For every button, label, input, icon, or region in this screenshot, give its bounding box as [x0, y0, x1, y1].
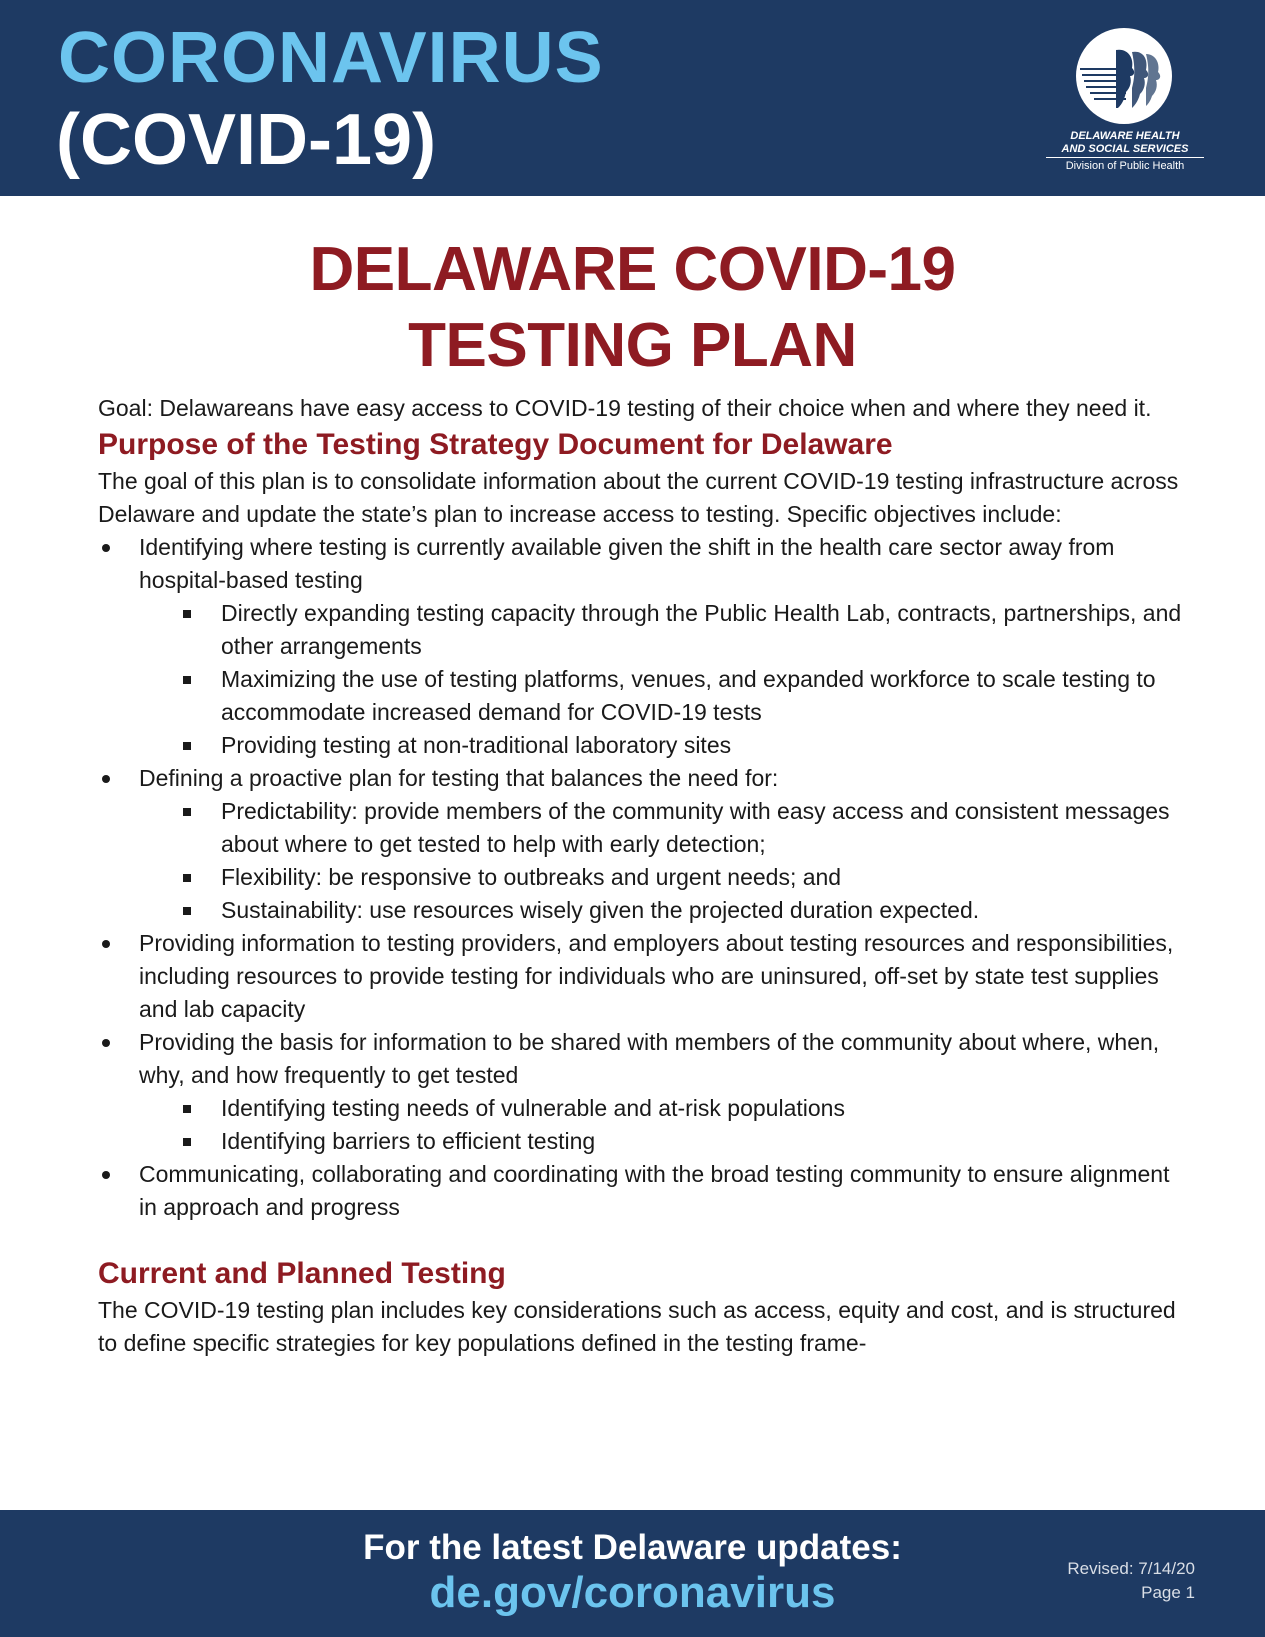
sub-list: [139, 1092, 1188, 1158]
sub-list-item: [139, 795, 1188, 861]
document-body: [98, 392, 1188, 1360]
sub-list-item-text: Providing testing at non-traditional laboratory sites: [221, 732, 732, 758]
footer-updates-text: For the latest Delaware updates:: [363, 1528, 902, 1567]
list-item-text: Identifying where testing is currently available given the shift in the health care sector away from hospital-based testing: [139, 534, 1115, 593]
logo-org-line1: DELAWARE HEALTH: [1070, 130, 1180, 142]
logo-divider: [1046, 157, 1204, 158]
document-title-line1: DELAWARE COVID-19: [309, 235, 956, 304]
square-bullet-icon: [183, 676, 191, 684]
section-heading-purpose: Purpose of the Testing Strategy Document for Delaware: [98, 428, 893, 461]
sub-list-item-text: Flexibility: be responsive to outbreaks and urgent needs; and: [221, 864, 842, 890]
square-bullet-icon: [183, 907, 191, 915]
sub-list-item: [139, 894, 1188, 927]
list-item: [98, 531, 1188, 762]
objectives-list: [98, 531, 1188, 1224]
sub-list-item: [139, 729, 1188, 762]
list-item: [98, 762, 1188, 927]
sub-list-item: [139, 1092, 1188, 1125]
sub-list-item: [139, 861, 1188, 894]
sub-list: [139, 597, 1188, 762]
square-bullet-icon: [183, 808, 191, 816]
sub-list-item-text: Identifying testing needs of vulnerable and at-risk populations: [221, 1095, 845, 1121]
list-item-text: Communicating, collaborating and coordinating with the broad testing community to ensure alignment in approach and progress: [139, 1161, 1170, 1220]
section-heading-current-planned: Current and Planned Testing: [98, 1257, 506, 1290]
section-current-planned-text: The COVID-19 testing plan includes key considerations such as access, equity and cost, and is structured to define specific strategies for key populations defined in the testing frame-: [98, 1297, 1176, 1356]
sub-list-item: [139, 1125, 1188, 1158]
logo-division: Division of Public Health: [1065, 160, 1185, 172]
bullet-icon: [102, 775, 110, 783]
header-title-covid19: (COVID-19): [56, 100, 437, 180]
bullet-icon: [102, 1171, 110, 1179]
list-item: [98, 927, 1188, 1026]
goal-statement: Goal: Delawareans have easy access to COVID-19 testing of their choice when and where they need it.: [98, 395, 1152, 421]
bullet-icon: [102, 544, 110, 552]
document-title-line2: TESTING PLAN: [408, 311, 857, 380]
square-bullet-icon: [183, 610, 191, 618]
list-item: [98, 1026, 1188, 1158]
header-title-coronavirus: CORONAVIRUS: [58, 18, 604, 98]
bullet-icon: [102, 940, 110, 948]
footer-website-link[interactable]: de.gov/coronavirus: [429, 1568, 836, 1617]
revised-date: Revised: 7/14/20: [1067, 1559, 1195, 1578]
list-item-text: Defining a proactive plan for testing that balances the need for:: [139, 765, 779, 791]
logo-org-line2: AND SOCIAL SERVICES: [1061, 143, 1189, 155]
square-bullet-icon: [183, 874, 191, 882]
list-item-text: Providing information to testing providers, and employers about testing resources and responsibilities, including resources to provide testing for individuals who are uninsured, off-set by state test supplies and lab capacity: [139, 930, 1174, 1022]
footer-meta: [1067, 1557, 1195, 1605]
document-title: [0, 232, 1265, 384]
sub-list: [139, 795, 1188, 927]
dhss-logo-icon: [1076, 28, 1172, 124]
square-bullet-icon: [183, 742, 191, 750]
bullet-icon: [102, 1039, 110, 1047]
sub-list-item-text: Maximizing the use of testing platforms, venues, and expanded workforce to scale testing to accommodate increased demand for COVID-19 tests: [221, 666, 1156, 725]
dhss-logo-text: [1040, 130, 1210, 173]
sub-list-item: [139, 597, 1188, 663]
sub-list-item-text: Sustainability: use resources wisely given the projected duration expected.: [221, 897, 980, 923]
page-number: Page 1: [1141, 1583, 1195, 1602]
list-item: [98, 1158, 1188, 1224]
sub-list-item: [139, 663, 1188, 729]
square-bullet-icon: [183, 1138, 191, 1146]
list-item-text: Providing the basis for information to be shared with members of the community about where, when, why, and how frequently to get tested: [139, 1029, 1160, 1088]
sub-list-item-text: Identifying barriers to efficient testing: [221, 1128, 596, 1154]
sub-list-item-text: Directly expanding testing capacity through the Public Health Lab, contracts, partnerships, and other arrangements: [221, 600, 1182, 659]
sub-list-item-text: Predictability: provide members of the community with easy access and consistent messages about where to get tested to help with early detection;: [221, 798, 1170, 857]
section-purpose-intro: The goal of this plan is to consolidate information about the current COVID-19 testing infrastructure across Delaware and update the state’s plan to increase access to testing. Specific objectives include:: [98, 468, 1179, 527]
square-bullet-icon: [183, 1105, 191, 1113]
